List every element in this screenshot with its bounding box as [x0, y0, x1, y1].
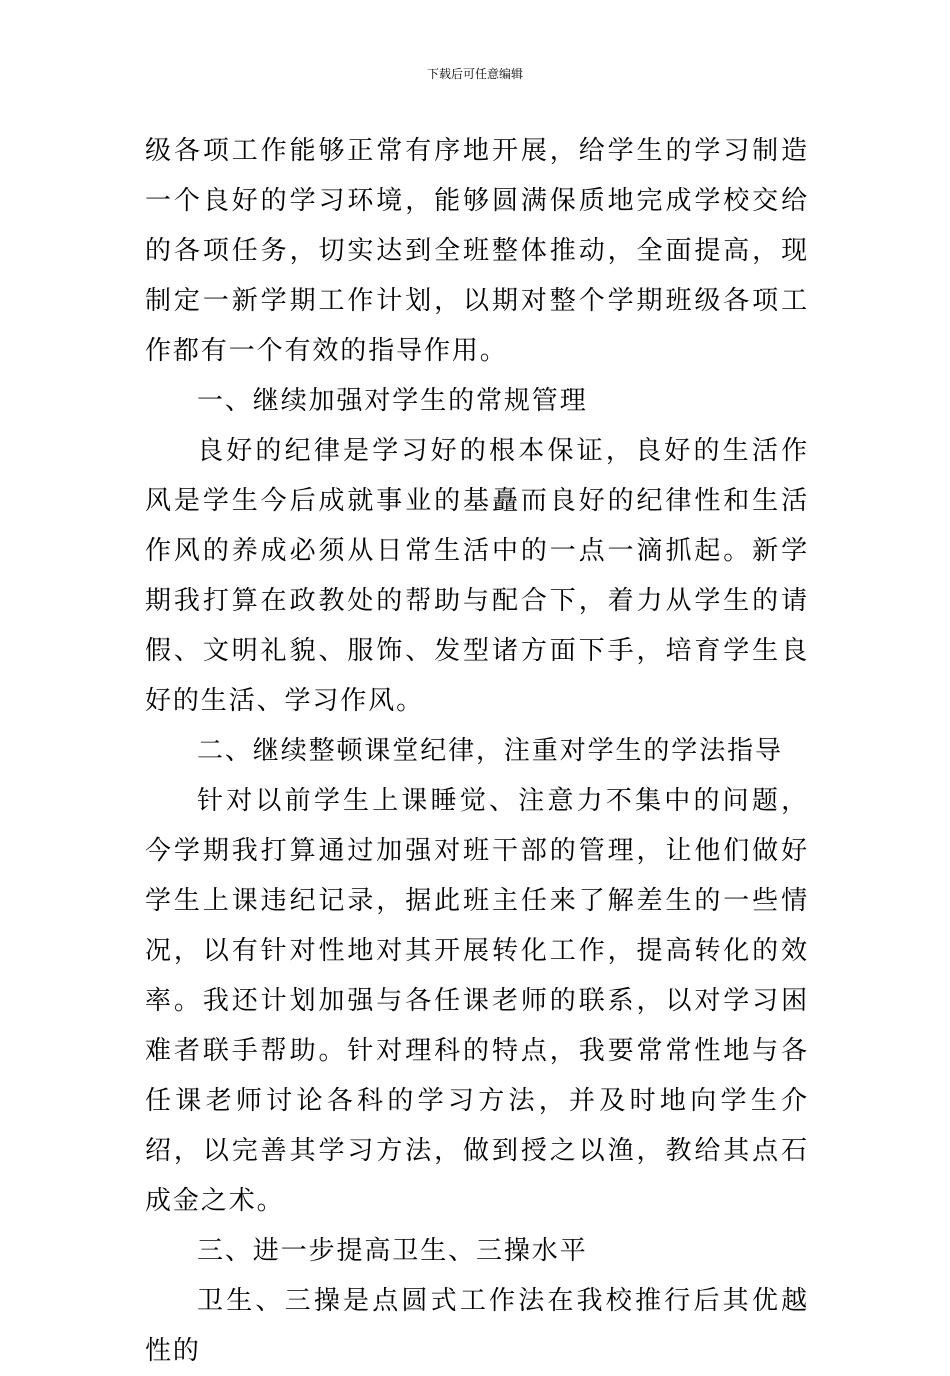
- section-heading-3: 三、进一步提高卫生、三操水平: [197, 1236, 588, 1266]
- paragraph-section-3: 卫生、三操是点圆式工作法在我校推行后其优越性的: [145, 1286, 809, 1366]
- paragraph-section-1: 良好的纪律是学习好的根本保证，良好的生活作风是学生今后成就事业的基矗而良好的纪律性和生活作风的养成必须从日常生活中的一点一滴抓起。新学期我打算在政教处的帮助与配合下，着力从学生的请假、文明礼貌、服饰、发型诸方面下手，培育学生良好的生活、学习作风。: [145, 436, 809, 716]
- page-header: 下载后可任意编辑: [426, 67, 523, 81]
- section-heading-1: 一、继续加强对学生的常规管理: [197, 386, 588, 416]
- paragraph-intro-continuation: 级各项工作能够正常有序地开展，给学生的学习制造一个良好的学习环境，能够圆满保质地完成学校交给的各项任务，切实达到全班整体推动，全面提高，现制定一新学期工作计划，以期对整个学期班级各项工作都有一个有效的指导作用。: [145, 136, 809, 366]
- section-heading-2: 二、继续整顿课堂纪律，注重对学生的学法指导: [197, 736, 783, 766]
- paragraph-section-2: 针对以前学生上课睡觉、注意力不集中的问题，今学期我打算通过加强对班干部的管理，让他们做好学生上课违纪记录，据此班主任来了解差生的一些情况，以有针对性地对其开展转化工作，提高转化的效率。我还计划加强与各任课老师的联系，以对学习困难者联手帮助。针对理科的特点，我要常常性地与各任课老师讨论各科的学习方法，并及时地向学生介绍，以完善其学习方法，做到授之以渔，教给其点石成金之术。: [145, 786, 809, 1216]
- document-body: [145, 126, 809, 1376]
